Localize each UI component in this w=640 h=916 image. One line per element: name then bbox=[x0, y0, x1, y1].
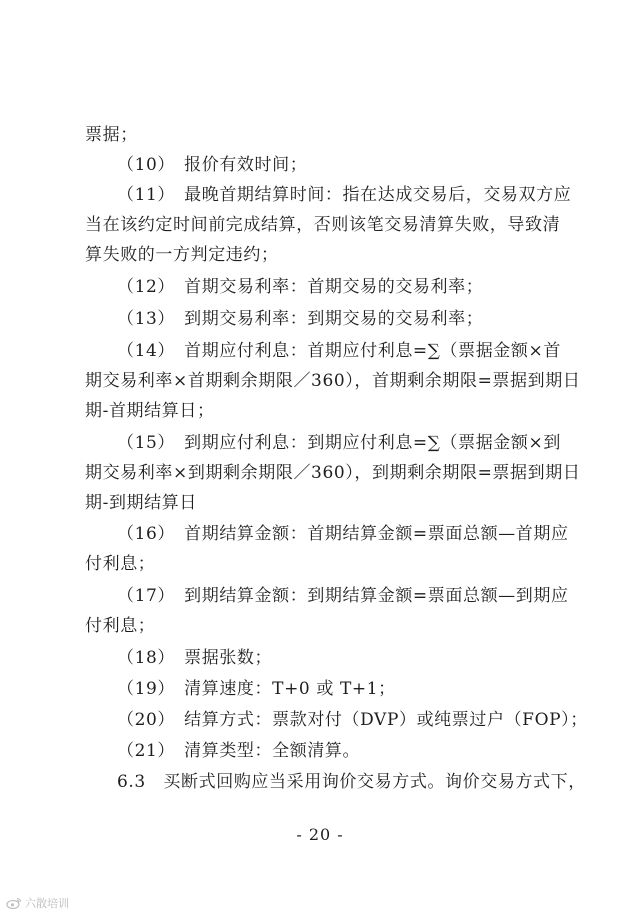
text-line: 算失败的一方判定违约； bbox=[85, 245, 279, 265]
text-line: （16） 首期结算金额：首期结算金额=票面总额—首期应 bbox=[117, 524, 569, 544]
text-line: （21） 清算类型：全额清算。 bbox=[117, 741, 361, 761]
text-line: 付利息； bbox=[85, 616, 156, 636]
text-line: 期-首期结算日； bbox=[85, 401, 215, 421]
text-line: （11） 最晚首期结算时间：指在达成交易后，交易双方应 bbox=[117, 185, 572, 205]
text-line: 付利息； bbox=[85, 554, 156, 574]
text-line: 票据； bbox=[85, 125, 138, 145]
text-line: （13） 到期交易利率：到期交易的交易利率； bbox=[117, 309, 484, 329]
text-line: （19） 清算速度：T+0 或 T+1； bbox=[117, 679, 396, 699]
watermark bbox=[6, 895, 69, 911]
text-line: （17） 到期结算金额：到期结算金额=票面总额—到期应 bbox=[117, 586, 569, 606]
watermark-text: 六散培训 bbox=[25, 897, 69, 910]
text-line: （15） 到期应付利息：到期应付利息=∑（票据金额×到 bbox=[117, 433, 561, 453]
text-line: （14） 首期应付利息：首期应付利息=∑（票据金额×首 bbox=[117, 341, 561, 361]
text-line: 期交易利率×首期剩余期限／360），首期剩余期限=票据到期日 bbox=[85, 371, 581, 391]
text-line: 期-到期结算日 bbox=[85, 493, 197, 513]
text-line: （18） 票据张数； bbox=[117, 648, 273, 668]
text-line: （20） 结算方式：票款对付（DVP）或纯票过户（FOP）； bbox=[117, 710, 588, 730]
text-line: （12） 首期交易利率：首期交易的交易利率； bbox=[117, 277, 484, 297]
text-line: 当在该约定时间前完成结算，否则该笔交易清算失败，导致清 bbox=[85, 215, 561, 235]
text-line: （10） 报价有效时间； bbox=[117, 155, 308, 175]
text-line: 6.3 买断式回购应当采用询价交易方式。询价交易方式下， bbox=[117, 772, 586, 792]
page-number: - 20 - bbox=[296, 825, 344, 844]
text-line: 期交易利率×到期剩余期限／360），到期剩余期限=票据到期日 bbox=[85, 463, 581, 483]
weibo-icon bbox=[6, 897, 22, 909]
